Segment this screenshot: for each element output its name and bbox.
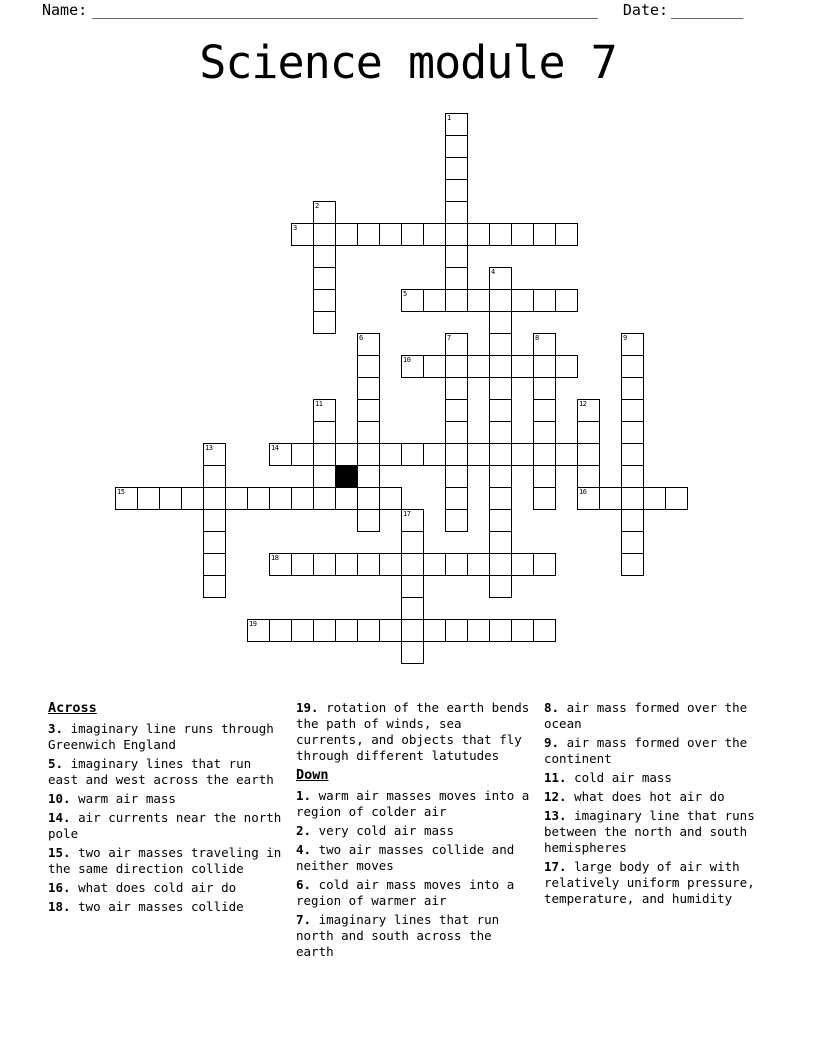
grid-cell[interactable]: [445, 443, 468, 466]
grid-cell[interactable]: [489, 465, 512, 488]
grid-cell[interactable]: [445, 377, 468, 400]
grid-cell[interactable]: [357, 333, 380, 356]
grid-cell[interactable]: [445, 355, 468, 378]
grid-cell[interactable]: [291, 443, 314, 466]
grid-cell[interactable]: [313, 289, 336, 312]
clue-item: [544, 789, 778, 805]
grid-cell[interactable]: [533, 289, 556, 312]
grid-cell[interactable]: [247, 619, 270, 642]
date-blank-line: ________: [671, 1, 744, 19]
grid-cell[interactable]: [401, 355, 424, 378]
grid-cell[interactable]: [357, 399, 380, 422]
grid-cell[interactable]: [533, 355, 556, 378]
clue-text: very cold air mass: [311, 823, 455, 838]
clue-number: 6.: [296, 877, 312, 892]
grid-cell[interactable]: [335, 223, 358, 246]
clue-item: [296, 788, 530, 820]
grid-cell[interactable]: [313, 311, 336, 334]
grid-cell[interactable]: [621, 531, 644, 554]
grid-cell[interactable]: [357, 355, 380, 378]
clue-number: 17.: [544, 859, 567, 874]
grid-cell[interactable]: [313, 245, 336, 268]
grid-cell[interactable]: [379, 553, 402, 576]
clue-item: [48, 756, 282, 788]
grid-cell[interactable]: [467, 355, 490, 378]
grid-cell[interactable]: [489, 267, 512, 290]
clue-item: [296, 823, 530, 839]
date-label: Date:: [622, 1, 669, 19]
grid-cell[interactable]: [489, 355, 512, 378]
grid-cell[interactable]: [489, 289, 512, 312]
grid-cell[interactable]: [577, 487, 600, 510]
cell-number: 8: [535, 334, 539, 342]
clue-number: 9.: [544, 735, 560, 750]
grid-cell[interactable]: [621, 355, 644, 378]
grid-cell[interactable]: [401, 531, 424, 554]
clue-text: imaginary lines that run east and west across the earth: [48, 756, 274, 787]
grid-cell[interactable]: [445, 245, 468, 268]
name-label: Name:: [42, 1, 88, 19]
grid-cell[interactable]: [401, 289, 424, 312]
cell-number: 9: [623, 334, 627, 342]
clue-text: imaginary line runs through Greenwich England: [48, 721, 274, 752]
grid-cell[interactable]: [489, 311, 512, 334]
grid-cell[interactable]: [203, 487, 226, 510]
grid-cell[interactable]: [489, 487, 512, 510]
clue-item: [544, 808, 778, 856]
cell-number: 10: [403, 356, 411, 364]
clue-number: 11.: [544, 770, 567, 785]
grid-cell[interactable]: [181, 487, 204, 510]
clues-section: [48, 700, 778, 963]
grid-cell[interactable]: [445, 179, 468, 202]
clue-text: what does cold air do: [70, 880, 237, 895]
clue-number: 19.: [296, 700, 319, 715]
grid-cell[interactable]: [533, 421, 556, 444]
name-blank-line: ________________________________________________________: [92, 1, 598, 19]
clue-column: [544, 700, 778, 963]
grid-cell[interactable]: [445, 421, 468, 444]
grid-cell[interactable]: [401, 597, 424, 620]
cell-number: 7: [447, 334, 451, 342]
clue-text: imaginary line that runs between the north and south hemispheres: [544, 808, 755, 855]
grid-cell[interactable]: [445, 465, 468, 488]
grid-cell[interactable]: [423, 223, 446, 246]
clue-number: 12.: [544, 789, 567, 804]
grid-cell[interactable]: [555, 289, 578, 312]
grid-cell[interactable]: [533, 223, 556, 246]
grid-cell[interactable]: [445, 267, 468, 290]
grid-cell[interactable]: [489, 333, 512, 356]
grid-cell[interactable]: [357, 553, 380, 576]
grid-cell[interactable]: [599, 487, 622, 510]
grid-cell[interactable]: [445, 223, 468, 246]
grid-cell[interactable]: [423, 289, 446, 312]
cell-number: 17: [403, 510, 411, 518]
clue-number: 13.: [544, 808, 567, 823]
clue-text: warm air masses moves into a region of colder air: [296, 788, 530, 819]
clue-item: [544, 859, 778, 907]
grid-cell[interactable]: [511, 289, 534, 312]
grid-cell[interactable]: [291, 619, 314, 642]
grid-cell[interactable]: [203, 509, 226, 532]
grid-cell[interactable]: [115, 487, 138, 510]
clue-text: two air masses collide: [70, 899, 244, 914]
worksheet-title: Science module 7: [199, 36, 617, 89]
grid-cell[interactable]: [247, 487, 270, 510]
grid-cell[interactable]: [357, 487, 380, 510]
grid-cell[interactable]: [269, 443, 292, 466]
clue-number: 5.: [48, 756, 64, 771]
grid-cell[interactable]: [203, 575, 226, 598]
clue-number: 7.: [296, 912, 312, 927]
cell-number: 16: [579, 488, 587, 496]
grid-cell[interactable]: [357, 465, 380, 488]
grid-cell[interactable]: [445, 487, 468, 510]
clue-item: [544, 770, 778, 786]
grid-cell[interactable]: [159, 487, 182, 510]
clue-item: [48, 845, 282, 877]
clue-number: 15.: [48, 845, 71, 860]
clue-column: [48, 700, 282, 963]
across-heading: Across: [48, 700, 97, 716]
grid-cell[interactable]: [533, 553, 556, 576]
grid-cell[interactable]: [313, 443, 336, 466]
grid-cell[interactable]: [203, 531, 226, 554]
grid-cell[interactable]: [445, 333, 468, 356]
grid-cell[interactable]: [379, 619, 402, 642]
grid-cell[interactable]: [335, 487, 358, 510]
clue-number: 4.: [296, 842, 312, 857]
grid-cell[interactable]: [313, 223, 336, 246]
clue-item: [296, 912, 530, 960]
clue-number: 2.: [296, 823, 312, 838]
grid-cell[interactable]: [621, 333, 644, 356]
grid-cell[interactable]: [511, 223, 534, 246]
cell-number: 14: [271, 444, 279, 452]
clue-item: [48, 880, 282, 896]
clue-number: 16.: [48, 880, 71, 895]
grid-cell[interactable]: [555, 223, 578, 246]
clue-item: [296, 842, 530, 874]
crossword-grid: [115, 113, 688, 664]
grid-cell[interactable]: [313, 201, 336, 224]
clue-text: imaginary lines that run north and south across the earth: [296, 912, 500, 959]
clue-text: cold air mass moves into a region of warmer air: [296, 877, 515, 908]
cell-number: 6: [359, 334, 363, 342]
grid-cell[interactable]: [467, 223, 490, 246]
grid-cell[interactable]: [621, 421, 644, 444]
grid-cell[interactable]: [313, 465, 336, 488]
grid-cell[interactable]: [203, 553, 226, 576]
grid-cell[interactable]: [511, 443, 534, 466]
grid-cell[interactable]: [555, 443, 578, 466]
cell-number: 1: [447, 114, 451, 122]
black-cell: [335, 465, 358, 488]
grid-cell[interactable]: [533, 443, 556, 466]
grid-cell[interactable]: [335, 619, 358, 642]
grid-cell[interactable]: [577, 399, 600, 422]
grid-cell[interactable]: [533, 465, 556, 488]
grid-cell[interactable]: [401, 443, 424, 466]
grid-cell[interactable]: [489, 575, 512, 598]
grid-cell[interactable]: [489, 553, 512, 576]
grid-cell[interactable]: [643, 487, 666, 510]
down-heading: Down: [296, 767, 329, 783]
cell-number: 4: [491, 268, 495, 276]
grid-cell[interactable]: [467, 289, 490, 312]
grid-cell[interactable]: [313, 421, 336, 444]
grid-cell[interactable]: [357, 509, 380, 532]
grid-cell[interactable]: [357, 421, 380, 444]
clue-text: two air masses traveling in the same direction collide: [48, 845, 282, 876]
cell-number: 3: [293, 224, 297, 232]
clue-column: [296, 700, 530, 963]
cell-number: 15: [117, 488, 125, 496]
grid-cell[interactable]: [401, 553, 424, 576]
grid-cell[interactable]: [401, 575, 424, 598]
grid-cell[interactable]: [621, 509, 644, 532]
grid-cell[interactable]: [357, 619, 380, 642]
grid-cell[interactable]: [423, 553, 446, 576]
grid-cell[interactable]: [401, 641, 424, 664]
clue-item: [48, 810, 282, 842]
grid-cell[interactable]: [445, 509, 468, 532]
grid-cell[interactable]: [577, 421, 600, 444]
grid-cell[interactable]: [533, 619, 556, 642]
grid-cell[interactable]: [379, 223, 402, 246]
grid-cell[interactable]: [291, 553, 314, 576]
grid-cell[interactable]: [313, 553, 336, 576]
grid-cell[interactable]: [401, 223, 424, 246]
grid-cell[interactable]: [511, 553, 534, 576]
cell-number: 19: [249, 620, 257, 628]
clue-item: [544, 735, 778, 767]
grid-cell[interactable]: [269, 619, 292, 642]
grid-cell[interactable]: [401, 619, 424, 642]
clue-number: 18.: [48, 899, 71, 914]
cell-number: 12: [579, 400, 587, 408]
clue-text: cold air mass: [566, 770, 672, 785]
grid-cell[interactable]: [379, 443, 402, 466]
clue-text: rotation of the earth bends the path of winds, sea currents, and objects that fly through different latutudes: [296, 700, 530, 763]
grid-cell[interactable]: [445, 289, 468, 312]
grid-cell[interactable]: [489, 399, 512, 422]
cell-number: 2: [315, 202, 319, 210]
clue-item: [48, 721, 282, 753]
grid-cell[interactable]: [357, 377, 380, 400]
grid-cell[interactable]: [621, 377, 644, 400]
grid-cell[interactable]: [269, 553, 292, 576]
grid-cell[interactable]: [379, 487, 402, 510]
header: [42, 1, 772, 19]
grid-cell[interactable]: [489, 223, 512, 246]
grid-cell[interactable]: [203, 443, 226, 466]
grid-cell[interactable]: [335, 443, 358, 466]
grid-cell[interactable]: [621, 465, 644, 488]
grid-cell[interactable]: [577, 465, 600, 488]
grid-cell[interactable]: [467, 619, 490, 642]
grid-cell[interactable]: [489, 421, 512, 444]
grid-cell[interactable]: [423, 355, 446, 378]
clue-item: [48, 899, 282, 915]
clue-number: 14.: [48, 810, 71, 825]
clue-item: [48, 791, 282, 807]
clue-text: warm air mass: [70, 791, 176, 806]
clue-text: air currents near the north pole: [48, 810, 282, 841]
clue-text: what does hot air do: [566, 789, 725, 804]
grid-cell[interactable]: [533, 377, 556, 400]
grid-cell[interactable]: [313, 619, 336, 642]
cell-number: 13: [205, 444, 213, 452]
cell-number: 18: [271, 554, 279, 562]
grid-cell[interactable]: [445, 399, 468, 422]
cell-number: 11: [315, 400, 323, 408]
grid-cell[interactable]: [489, 531, 512, 554]
grid-cell[interactable]: [511, 619, 534, 642]
grid-cell[interactable]: [225, 487, 248, 510]
clue-number: 8.: [544, 700, 560, 715]
grid-cell[interactable]: [445, 619, 468, 642]
grid-cell[interactable]: [291, 487, 314, 510]
clue-text: air mass formed over the ocean: [544, 700, 748, 731]
grid-cell[interactable]: [533, 399, 556, 422]
clue-text: two air masses collide and neither moves: [296, 842, 515, 873]
grid-cell[interactable]: [533, 333, 556, 356]
grid-cell[interactable]: [489, 509, 512, 532]
clue-number: 1.: [296, 788, 312, 803]
clue-item: [544, 700, 778, 732]
grid-cell[interactable]: [313, 399, 336, 422]
grid-cell[interactable]: [401, 509, 424, 532]
grid-cell[interactable]: [489, 619, 512, 642]
grid-cell[interactable]: [555, 355, 578, 378]
grid-cell[interactable]: [467, 553, 490, 576]
grid-cell[interactable]: [445, 113, 468, 136]
grid-cell[interactable]: [445, 553, 468, 576]
grid-cell[interactable]: [621, 399, 644, 422]
grid-cell[interactable]: [489, 443, 512, 466]
grid-cell[interactable]: [621, 443, 644, 466]
grid-cell[interactable]: [665, 487, 688, 510]
cell-number: 5: [403, 290, 407, 298]
grid-cell[interactable]: [445, 201, 468, 224]
grid-cell[interactable]: [313, 487, 336, 510]
grid-cell[interactable]: [423, 443, 446, 466]
grid-cell[interactable]: [445, 135, 468, 158]
grid-cell[interactable]: [335, 553, 358, 576]
grid-cell[interactable]: [511, 355, 534, 378]
grid-cell[interactable]: [291, 223, 314, 246]
clue-text: air mass formed over the continent: [544, 735, 748, 766]
grid-cell[interactable]: [137, 487, 160, 510]
clue-item: [296, 877, 530, 909]
clue-number: 3.: [48, 721, 64, 736]
clue-text: large body of air with relatively uniform pressure, temperature, and humidity: [544, 859, 755, 906]
grid-cell[interactable]: [313, 267, 336, 290]
grid-cell[interactable]: [533, 487, 556, 510]
grid-cell[interactable]: [203, 465, 226, 488]
grid-cell[interactable]: [621, 553, 644, 576]
grid-cell[interactable]: [467, 443, 490, 466]
grid-cell[interactable]: [269, 487, 292, 510]
grid-cell[interactable]: [445, 157, 468, 180]
grid-cell[interactable]: [423, 619, 446, 642]
clue-item: [296, 700, 530, 764]
grid-cell[interactable]: [577, 443, 600, 466]
grid-cell[interactable]: [357, 223, 380, 246]
grid-cell[interactable]: [621, 487, 644, 510]
clue-number: 10.: [48, 791, 71, 806]
grid-cell[interactable]: [489, 377, 512, 400]
grid-cell[interactable]: [357, 443, 380, 466]
